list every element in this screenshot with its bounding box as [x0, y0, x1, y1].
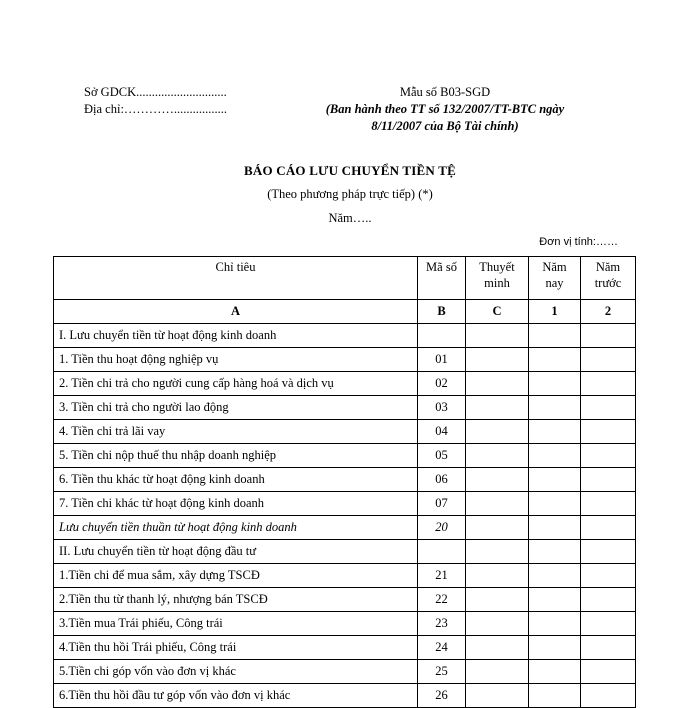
- row-label: 4.Tiền thu hồi Trái phiếu, Công trái: [54, 636, 418, 660]
- row-this-year-cell: [529, 684, 581, 708]
- row-this-year-cell: [529, 420, 581, 444]
- row-prior-year-cell: [581, 348, 636, 372]
- row-label: 1. Tiền thu hoạt động nghiệp vụ: [54, 348, 418, 372]
- row-prior-year-cell: [581, 684, 636, 708]
- row-this-year-cell: [529, 516, 581, 540]
- table-row: [54, 684, 636, 708]
- column-letter-row: [54, 300, 636, 324]
- row-prior-year-cell: [581, 420, 636, 444]
- row-this-year-cell: [529, 324, 581, 348]
- row-prior-year-cell: [581, 396, 636, 420]
- header-note: Thuyết minh: [466, 257, 529, 300]
- row-code: 25: [418, 660, 466, 684]
- address-line: Địa chỉ:………….................: [84, 102, 228, 116]
- row-note-cell: [466, 540, 529, 564]
- row-note-cell: [466, 588, 529, 612]
- row-note-cell: [466, 372, 529, 396]
- row-note-cell: [466, 564, 529, 588]
- row-this-year-cell: [529, 396, 581, 420]
- row-label: 2.Tiền thu từ thanh lý, nhượng bán TSCĐ: [54, 588, 418, 612]
- row-note-cell: [466, 660, 529, 684]
- cash-flow-table: [53, 256, 636, 708]
- row-label: 6. Tiền thu khác từ hoạt động kinh doanh: [54, 468, 418, 492]
- row-label: Lưu chuyển tiền thuần từ hoạt động kinh doanh: [54, 516, 418, 540]
- row-label: II. Lưu chuyển tiền từ hoạt động đầu tư: [54, 540, 418, 564]
- row-note-cell: [466, 396, 529, 420]
- table-row: [54, 444, 636, 468]
- row-this-year-cell: [529, 492, 581, 516]
- table-row: [54, 324, 636, 348]
- row-note-cell: [466, 516, 529, 540]
- row-code: 22: [418, 588, 466, 612]
- row-note-cell: [466, 492, 529, 516]
- header-code: Mã số: [418, 257, 466, 300]
- row-prior-year-cell: [581, 612, 636, 636]
- letter-cell: A: [54, 300, 418, 324]
- row-this-year-cell: [529, 660, 581, 684]
- row-label: 2. Tiền chi trả cho người cung cấp hàng hoá và dịch vụ: [54, 372, 418, 396]
- table-row: [54, 540, 636, 564]
- row-note-cell: [466, 348, 529, 372]
- row-label: 3. Tiền chi trả cho người lao động: [54, 396, 418, 420]
- row-this-year-cell: [529, 636, 581, 660]
- row-code: 07: [418, 492, 466, 516]
- issued-note-line1: (Ban hành theo TT số 132/2007/TT-BTC ngày: [325, 102, 565, 116]
- row-label: 1.Tiền chi để mua sắm, xây dựng TSCĐ: [54, 564, 418, 588]
- row-prior-year-cell: [581, 468, 636, 492]
- row-prior-year-cell: [581, 516, 636, 540]
- row-note-cell: [466, 324, 529, 348]
- unit-label: Đơn vị tính:……: [539, 236, 618, 248]
- row-prior-year-cell: [581, 444, 636, 468]
- row-note-cell: [466, 636, 529, 660]
- row-code: 04: [418, 420, 466, 444]
- row-code: 03: [418, 396, 466, 420]
- row-code: 02: [418, 372, 466, 396]
- row-prior-year-cell: [581, 588, 636, 612]
- table-row: [54, 588, 636, 612]
- letter-cell: C: [466, 300, 529, 324]
- row-note-cell: [466, 420, 529, 444]
- table-row: [54, 612, 636, 636]
- row-note-cell: [466, 612, 529, 636]
- row-code: 05: [418, 444, 466, 468]
- row-this-year-cell: [529, 468, 581, 492]
- row-prior-year-cell: [581, 540, 636, 564]
- row-this-year-cell: [529, 372, 581, 396]
- table-header-row: [54, 257, 636, 300]
- agency-line: Sở GDCK.............................: [84, 85, 227, 99]
- header-right: [300, 84, 590, 135]
- header-indicator: Chỉ tiêu: [54, 257, 418, 300]
- row-this-year-cell: [529, 612, 581, 636]
- row-this-year-cell: [529, 540, 581, 564]
- row-code: [418, 324, 466, 348]
- row-this-year-cell: [529, 564, 581, 588]
- row-code: 24: [418, 636, 466, 660]
- row-code: 06: [418, 468, 466, 492]
- table-row: [54, 348, 636, 372]
- letter-cell: 2: [581, 300, 636, 324]
- row-code: 20: [418, 516, 466, 540]
- issued-note-line2: 8/11/2007 của Bộ Tài chính): [371, 119, 519, 133]
- table-row: [54, 396, 636, 420]
- row-label: 5. Tiền chi nộp thuế thu nhập doanh nghiệp: [54, 444, 418, 468]
- letter-cell: 1: [529, 300, 581, 324]
- row-note-cell: [466, 444, 529, 468]
- row-code: 26: [418, 684, 466, 708]
- report-year: Năm…..: [328, 211, 372, 225]
- row-note-cell: [466, 684, 529, 708]
- table-row: [54, 660, 636, 684]
- header-prior-year: Năm trước: [581, 257, 636, 300]
- row-code: 01: [418, 348, 466, 372]
- row-this-year-cell: [529, 348, 581, 372]
- row-prior-year-cell: [581, 636, 636, 660]
- row-prior-year-cell: [581, 324, 636, 348]
- table-row: [54, 468, 636, 492]
- row-this-year-cell: [529, 444, 581, 468]
- row-prior-year-cell: [581, 564, 636, 588]
- row-this-year-cell: [529, 588, 581, 612]
- row-label: I. Lưu chuyển tiền từ hoạt động kinh doanh: [54, 324, 418, 348]
- row-label: 7. Tiền chi khác từ hoạt động kinh doanh: [54, 492, 418, 516]
- table-row: [54, 564, 636, 588]
- row-prior-year-cell: [581, 492, 636, 516]
- report-title: BÁO CÁO LƯU CHUYỂN TIỀN TỆ: [244, 163, 456, 178]
- row-code: 21: [418, 564, 466, 588]
- row-label: 5.Tiền chi góp vốn vào đơn vị khác: [54, 660, 418, 684]
- table-row: [54, 516, 636, 540]
- row-label: 6.Tiền thu hồi đầu tư góp vốn vào đơn vị khác: [54, 684, 418, 708]
- table-row: [54, 420, 636, 444]
- row-label: 4. Tiền chi trả lãi vay: [54, 420, 418, 444]
- header-left: [84, 84, 227, 118]
- form-number: Mẫu số B03-SGD: [399, 85, 491, 99]
- row-label: 3.Tiền mua Trái phiếu, Công trái: [54, 612, 418, 636]
- row-prior-year-cell: [581, 660, 636, 684]
- header-this-year: Năm nay: [529, 257, 581, 300]
- row-note-cell: [466, 468, 529, 492]
- table-row: [54, 636, 636, 660]
- row-code: 23: [418, 612, 466, 636]
- table-row: [54, 492, 636, 516]
- letter-cell: B: [418, 300, 466, 324]
- row-code: [418, 540, 466, 564]
- report-subtitle: (Theo phương pháp trực tiếp) (*): [267, 187, 433, 201]
- row-prior-year-cell: [581, 372, 636, 396]
- table-row: [54, 372, 636, 396]
